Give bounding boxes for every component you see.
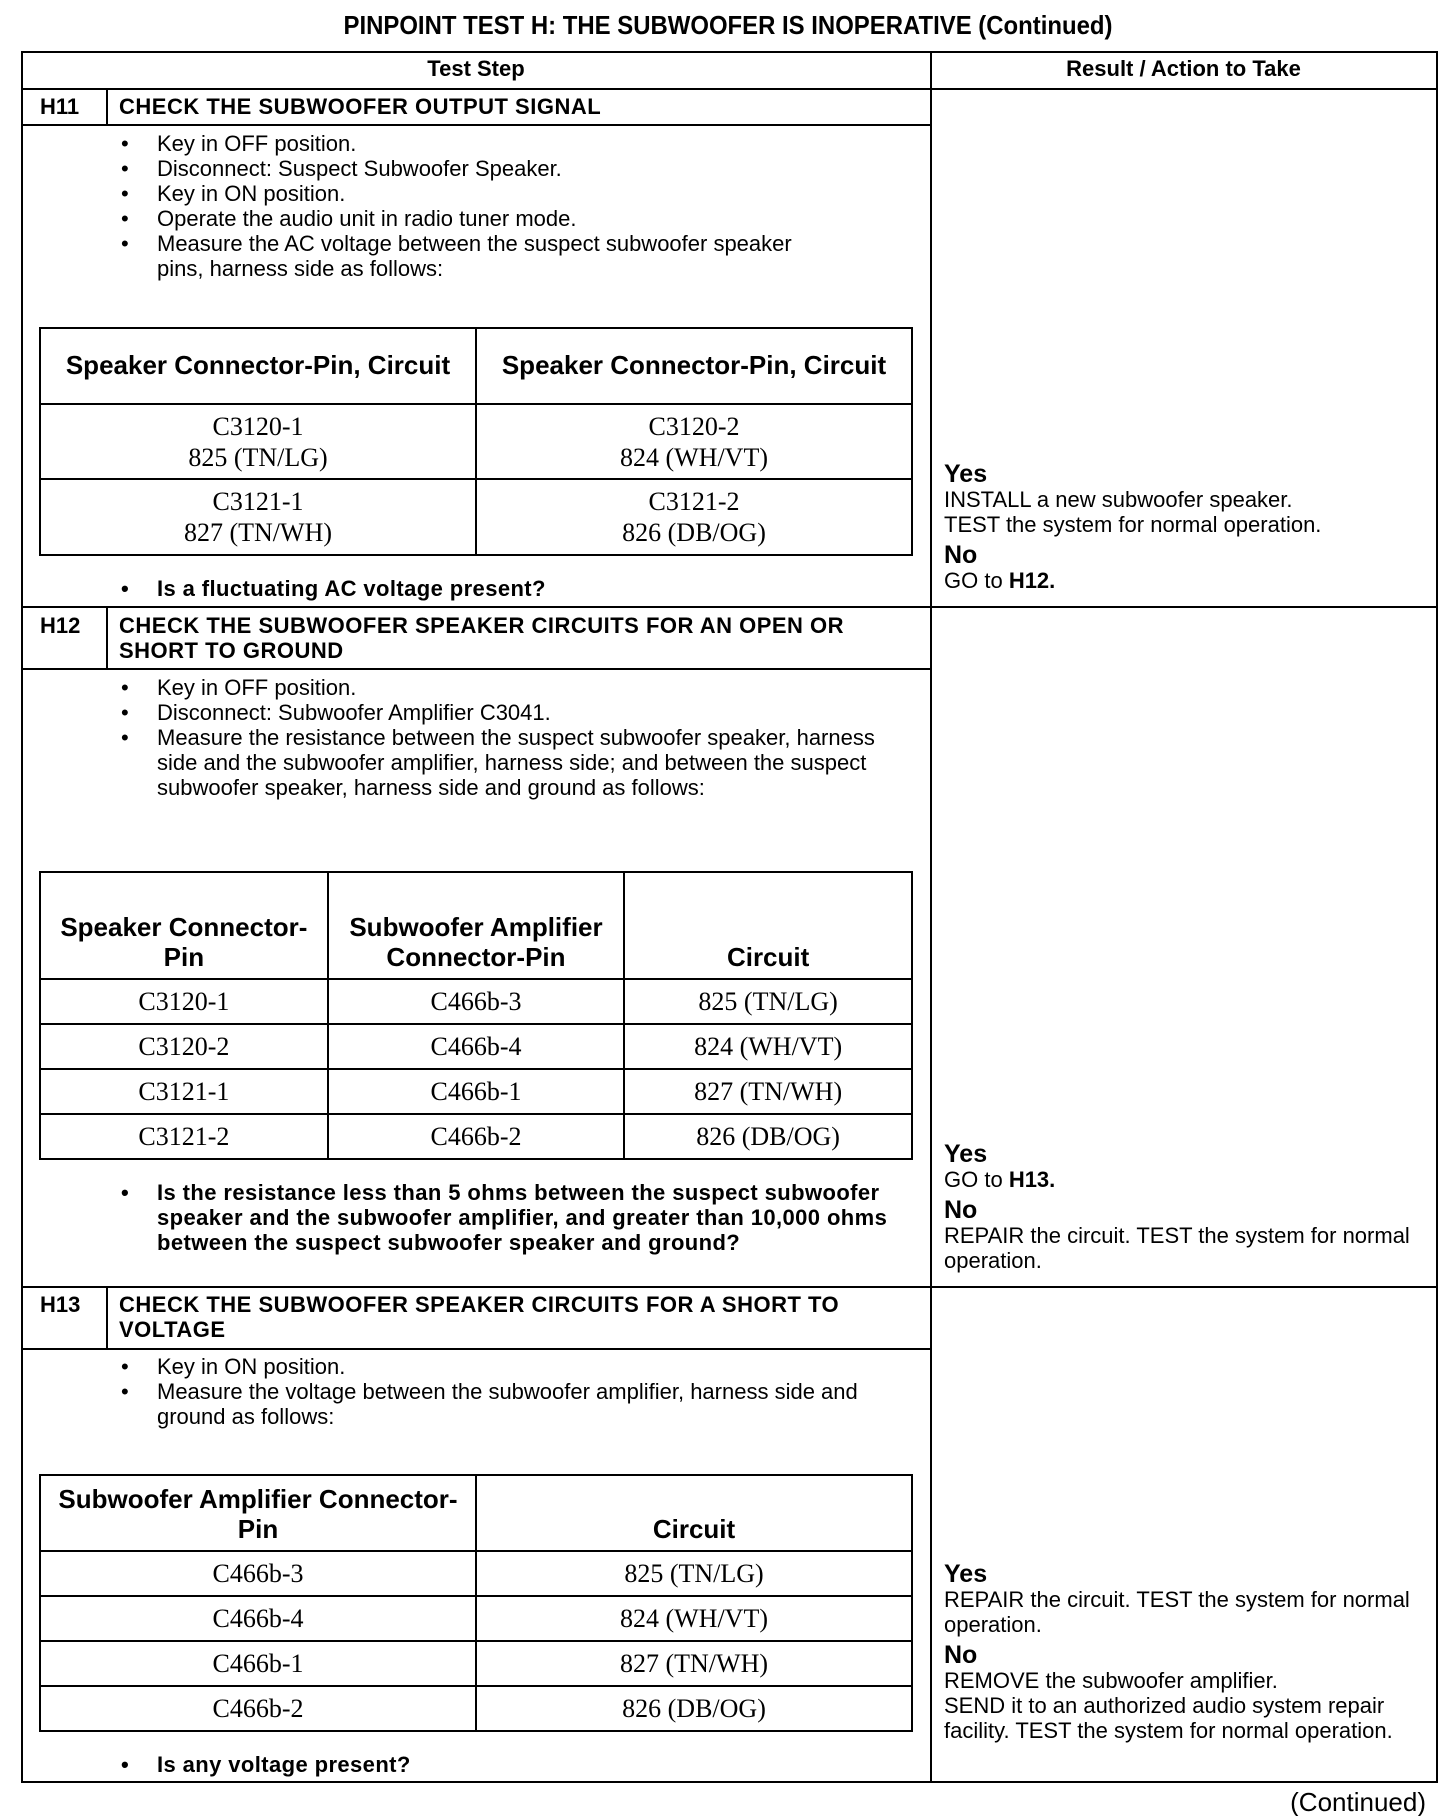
yes-label: Yes (944, 1560, 988, 1588)
bullet: • Measure the resistance between the suspect subwoofer speaker, harness side and the subwoofer amplifier, harness side; and between the suspect subwoofer speaker, harness side and ground as follows: (121, 725, 901, 800)
question: • Is any voltage present? (121, 1752, 901, 1777)
result-h11 (944, 456, 1424, 593)
yes-label: Yes (944, 460, 988, 488)
yes-text: TEST the system for normal operation. (944, 512, 1322, 537)
yes-text: REPAIR the circuit. TEST the system for normal operation. (944, 1587, 1410, 1637)
col-header: Speaker Connector-Pin, Circuit (40, 328, 476, 404)
cell: C3120-1 (40, 979, 328, 1024)
no-text: REMOVE the subwoofer amplifier. (944, 1668, 1278, 1693)
cell: C466b-4 (328, 1024, 624, 1069)
cell: C466b-3 (40, 1551, 476, 1596)
cell: C466b-3 (328, 979, 624, 1024)
step-link[interactable]: H13. (1008, 1167, 1056, 1192)
cell: C3120-1 825 (TN/LG) (40, 404, 476, 479)
result-h12 (944, 1136, 1424, 1273)
cell: C3120-2 (40, 1024, 328, 1069)
bullet: • Measure the AC voltage between the suspect subwoofer speaker pins, harness side as follows: (121, 231, 821, 281)
question: • Is the resistance less than 5 ohms between the suspect subwoofer speaker and the subwoofer amplifier, and greater than 10,000 ohms between the suspect subwoofer speaker and ground? (121, 1180, 911, 1255)
cell: C3121-1 (40, 1069, 328, 1114)
cell: 824 (WH/VT) (624, 1024, 912, 1069)
no-text: REPAIR the circuit. TEST the system for normal operation. (944, 1223, 1410, 1273)
header-test-step: Test Step (427, 56, 525, 81)
col-header: Speaker Connector-Pin (40, 872, 328, 979)
cell: 827 (TN/WH) (624, 1069, 912, 1114)
no-text: GO to (944, 568, 1003, 593)
bullet: • Key in OFF position. (121, 131, 821, 156)
pin-table (39, 327, 913, 556)
step-bullets (121, 675, 901, 800)
page-title: PINPOINT TEST H: THE SUBWOOFER IS INOPERATIVE (Continued) (343, 10, 1113, 40)
step-title: CHECK THE SUBWOOFER SPEAKER CIRCUITS FOR AN OPEN OR SHORT TO GROUND (119, 613, 845, 663)
cell: 826 (DB/OG) (624, 1114, 912, 1159)
bullet: • Disconnect: Subwoofer Amplifier C3041. (121, 700, 901, 725)
step-id: H12 (40, 613, 81, 638)
bullet: • Operate the audio unit in radio tuner mode. (121, 206, 821, 231)
no-label: No (944, 541, 978, 569)
voltage-table (39, 1474, 913, 1732)
bullet: • Disconnect: Suspect Subwoofer Speaker. (121, 156, 821, 181)
bullet: • Measure the voltage between the subwoofer amplifier, harness side and ground as follows: (121, 1379, 881, 1429)
resistance-table (39, 871, 913, 1160)
step-id: H13 (40, 1292, 81, 1317)
cell: C3121-2 (40, 1114, 328, 1159)
cell: C3121-1 827 (TN/WH) (40, 479, 476, 555)
cell: 827 (TN/WH) (476, 1641, 912, 1686)
cell: C3120-2 824 (WH/VT) (476, 404, 912, 479)
no-text: SEND it to an authorized audio system repair facility. TEST the system for normal operation. (944, 1693, 1393, 1743)
step-title: CHECK THE SUBWOOFER OUTPUT SIGNAL (119, 94, 602, 119)
step-bullets (121, 131, 821, 281)
col-header: Circuit (476, 1475, 912, 1551)
col-header: Speaker Connector-Pin, Circuit (476, 328, 912, 404)
col-header: Subwoofer Amplifier Connector-Pin (328, 872, 624, 979)
no-label: No (944, 1196, 978, 1224)
cell: 825 (TN/LG) (624, 979, 912, 1024)
question: • Is a fluctuating AC voltage present? (121, 576, 901, 601)
header-result: Result / Action to Take (1066, 56, 1301, 81)
yes-text: INSTALL a new subwoofer speaker. (944, 487, 1293, 512)
cell: 825 (TN/LG) (476, 1551, 912, 1596)
cell: 826 (DB/OG) (476, 1686, 912, 1731)
cell: 824 (WH/VT) (476, 1596, 912, 1641)
cell: C466b-1 (40, 1641, 476, 1686)
bullet: • Key in ON position. (121, 181, 821, 206)
cell: C466b-2 (328, 1114, 624, 1159)
bullet: • Key in OFF position. (121, 675, 901, 700)
step-bullets (121, 1354, 881, 1429)
cell: C466b-2 (40, 1686, 476, 1731)
result-h13 (944, 1556, 1424, 1743)
yes-label: Yes (944, 1140, 988, 1168)
bullet: • Key in ON position. (121, 1354, 881, 1379)
no-label: No (944, 1641, 978, 1669)
col-header: Subwoofer Amplifier Connector-Pin (40, 1475, 476, 1551)
step-id: H11 (40, 94, 80, 119)
cell: C466b-4 (40, 1596, 476, 1641)
step-title: CHECK THE SUBWOOFER SPEAKER CIRCUITS FOR A SHORT TO VOLTAGE (119, 1292, 840, 1342)
continued-label: (Continued) (1290, 1787, 1426, 1816)
cell: C3121-2 826 (DB/OG) (476, 479, 912, 555)
yes-text: GO to (944, 1167, 1003, 1192)
cell: C466b-1 (328, 1069, 624, 1114)
col-header: Circuit (624, 872, 912, 979)
step-link[interactable]: H12. (1008, 568, 1056, 593)
